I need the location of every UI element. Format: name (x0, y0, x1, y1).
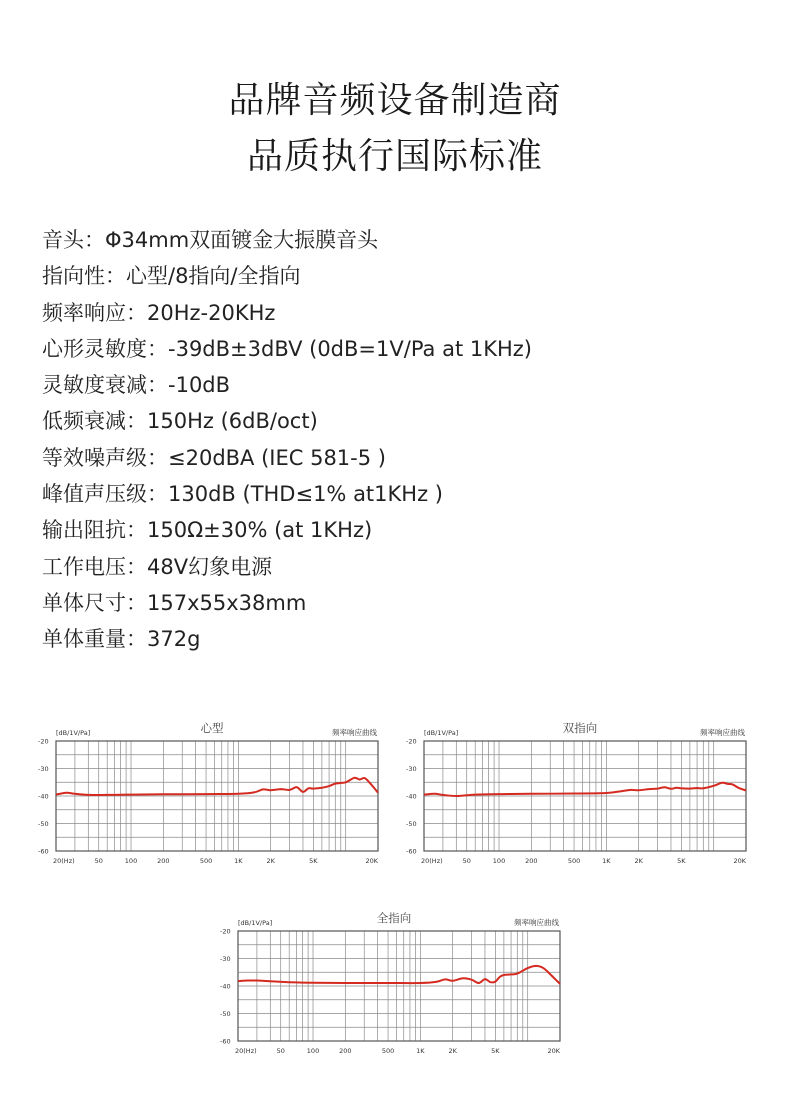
response-curve (238, 966, 560, 984)
x-tick-label: 1K (416, 1047, 425, 1055)
headline-line-2: 品质执行国际标准 (246, 136, 543, 177)
frequency-response-chart-omni (218, 906, 568, 1058)
x-tick-label: 200 (525, 857, 538, 865)
y-tick-label: -20 (406, 737, 417, 746)
x-tick-label: 100 (306, 1047, 320, 1055)
spec-value: ≤20dBA (IEC 581-5 ) (168, 445, 386, 470)
y-tick-label: -40 (406, 792, 417, 801)
spec-value: 372g (147, 627, 201, 652)
spec-value: 心型/8指向/全指向 (126, 264, 301, 289)
spec-label: 单体尺寸 (42, 590, 126, 615)
y-tick-label: -60 (406, 847, 417, 856)
spec-label: 峰值声压级 (42, 482, 147, 507)
spec-value: 48V幻象电源 (147, 554, 273, 579)
x-tick-label: 20K (733, 857, 746, 865)
spec-value: 130dB (THD≤1% at1KHz ) (168, 482, 443, 507)
spec-item: 单体尺寸：157x55x38mm (42, 590, 307, 615)
spec-item: 等效噪声级：≤20dBA (IEC 581-5 ) (42, 445, 386, 470)
spec-value: -10dB (168, 373, 231, 398)
x-tick-label: 200 (157, 857, 170, 865)
spec-label: 等效噪声级 (42, 445, 147, 470)
chart-title: 双指向 (562, 721, 598, 735)
spec-item: 输出阻抗：150Ω±30% (at 1KHz) (42, 518, 373, 543)
y-tick-label: -50 (38, 820, 49, 828)
x-tick-label: 2K (266, 857, 275, 865)
spec-item: 低频衰减：150Hz (6dB/oct) (42, 409, 318, 434)
spec-label: 指向性 (42, 264, 105, 289)
x-tick-label: 500 (199, 857, 213, 865)
chart-caption: 频率响应曲线 (700, 728, 745, 737)
x-tick-label: 5K (309, 857, 318, 865)
y-tick-label: -60 (38, 847, 49, 856)
y-tick-label: -50 (220, 1010, 231, 1018)
spec-value: 157x55x38mm (147, 590, 307, 615)
y-tick-label: -60 (220, 1037, 231, 1046)
spec-value: -39dB±3dBV (0dB=1V/Pa at 1KHz) (168, 336, 532, 361)
spec-value: 20Hz-20KHz (147, 300, 276, 325)
y-tick-label: -20 (220, 927, 231, 936)
y-axis-label: [dB/1V/Pa] (56, 729, 91, 737)
spec-item: 峰值声压级：130dB (THD≤1% at1KHz ) (42, 482, 443, 507)
spec-value: 150Ω±30% (at 1KHz) (147, 518, 373, 543)
chart-caption: 频率响应曲线 (514, 918, 559, 927)
y-tick-label: -30 (406, 765, 417, 773)
spec-label: 心形灵敏度 (42, 336, 147, 361)
spec-item: 音头：Φ34mm双面镀金大振膜音头 (42, 228, 379, 252)
spec-label: 低频衰减 (42, 409, 126, 434)
response-curve (424, 783, 746, 796)
chart-title: 心型 (200, 721, 224, 735)
x-tick-label: 20(Hz) (53, 857, 75, 865)
chart-caption: 频率响应曲线 (332, 728, 377, 737)
spec-value: Φ34mm双面镀金大振膜音头 (105, 228, 379, 252)
x-tick-label: 50 (276, 1047, 285, 1055)
x-tick-label: 20K (365, 857, 378, 865)
x-tick-label: 50 (94, 857, 103, 865)
x-tick-label: 20(Hz) (235, 1047, 257, 1055)
y-tick-label: -40 (220, 982, 231, 991)
spec-item: 心形灵敏度：-39dB±3dBV (0dB=1V/Pa at 1KHz) (42, 336, 532, 361)
x-tick-label: 100 (492, 857, 506, 865)
spec-list (42, 222, 532, 658)
spec-label: 工作电压 (42, 554, 126, 579)
spec-item: 频率响应：20Hz-20KHz (42, 300, 276, 325)
spec-label: 单体重量 (42, 627, 126, 652)
x-tick-label: 100 (124, 857, 138, 865)
x-tick-label: 5K (491, 1047, 500, 1055)
y-tick-label: -50 (406, 820, 417, 828)
spec-item: 灵敏度衰减：-10dB (42, 373, 231, 398)
x-tick-label: 20K (547, 1047, 560, 1055)
x-tick-label: 1K (234, 857, 243, 865)
spec-label: 频率响应 (42, 300, 126, 325)
y-axis-label: [dB/1V/Pa] (424, 729, 459, 737)
frequency-response-chart-figure8 (404, 716, 754, 868)
x-tick-label: 2K (448, 1047, 457, 1055)
headline-line-1: 品牌音频设备制造商 (228, 80, 562, 121)
x-tick-label: 1K (602, 857, 611, 865)
spec-item: 工作电压：48V幻象电源 (42, 554, 273, 579)
x-tick-label: 500 (381, 1047, 395, 1055)
x-tick-label: 20(Hz) (421, 857, 443, 865)
spec-label: 音头 (42, 228, 84, 252)
x-tick-label: 5K (677, 857, 686, 865)
y-tick-label: -40 (38, 792, 49, 801)
y-tick-label: -30 (38, 765, 49, 773)
x-tick-label: 500 (567, 857, 581, 865)
spec-item: 指向性：心型/8指向/全指向 (42, 264, 301, 289)
spec-item: 单体重量：372g (42, 627, 201, 652)
y-tick-label: -20 (38, 737, 49, 746)
frequency-response-chart-cardioid (36, 716, 386, 868)
x-tick-label: 50 (462, 857, 471, 865)
x-tick-label: 2K (634, 857, 643, 865)
y-axis-label: [dB/1V/Pa] (238, 919, 273, 927)
y-tick-label: -30 (220, 955, 231, 963)
spec-label: 灵敏度衰减 (42, 373, 147, 398)
response-curve (56, 778, 378, 795)
x-tick-label: 200 (339, 1047, 352, 1055)
spec-label: 输出阻抗 (42, 518, 126, 543)
chart-title: 全指向 (376, 911, 412, 925)
spec-value: 150Hz (6dB/oct) (147, 409, 318, 434)
